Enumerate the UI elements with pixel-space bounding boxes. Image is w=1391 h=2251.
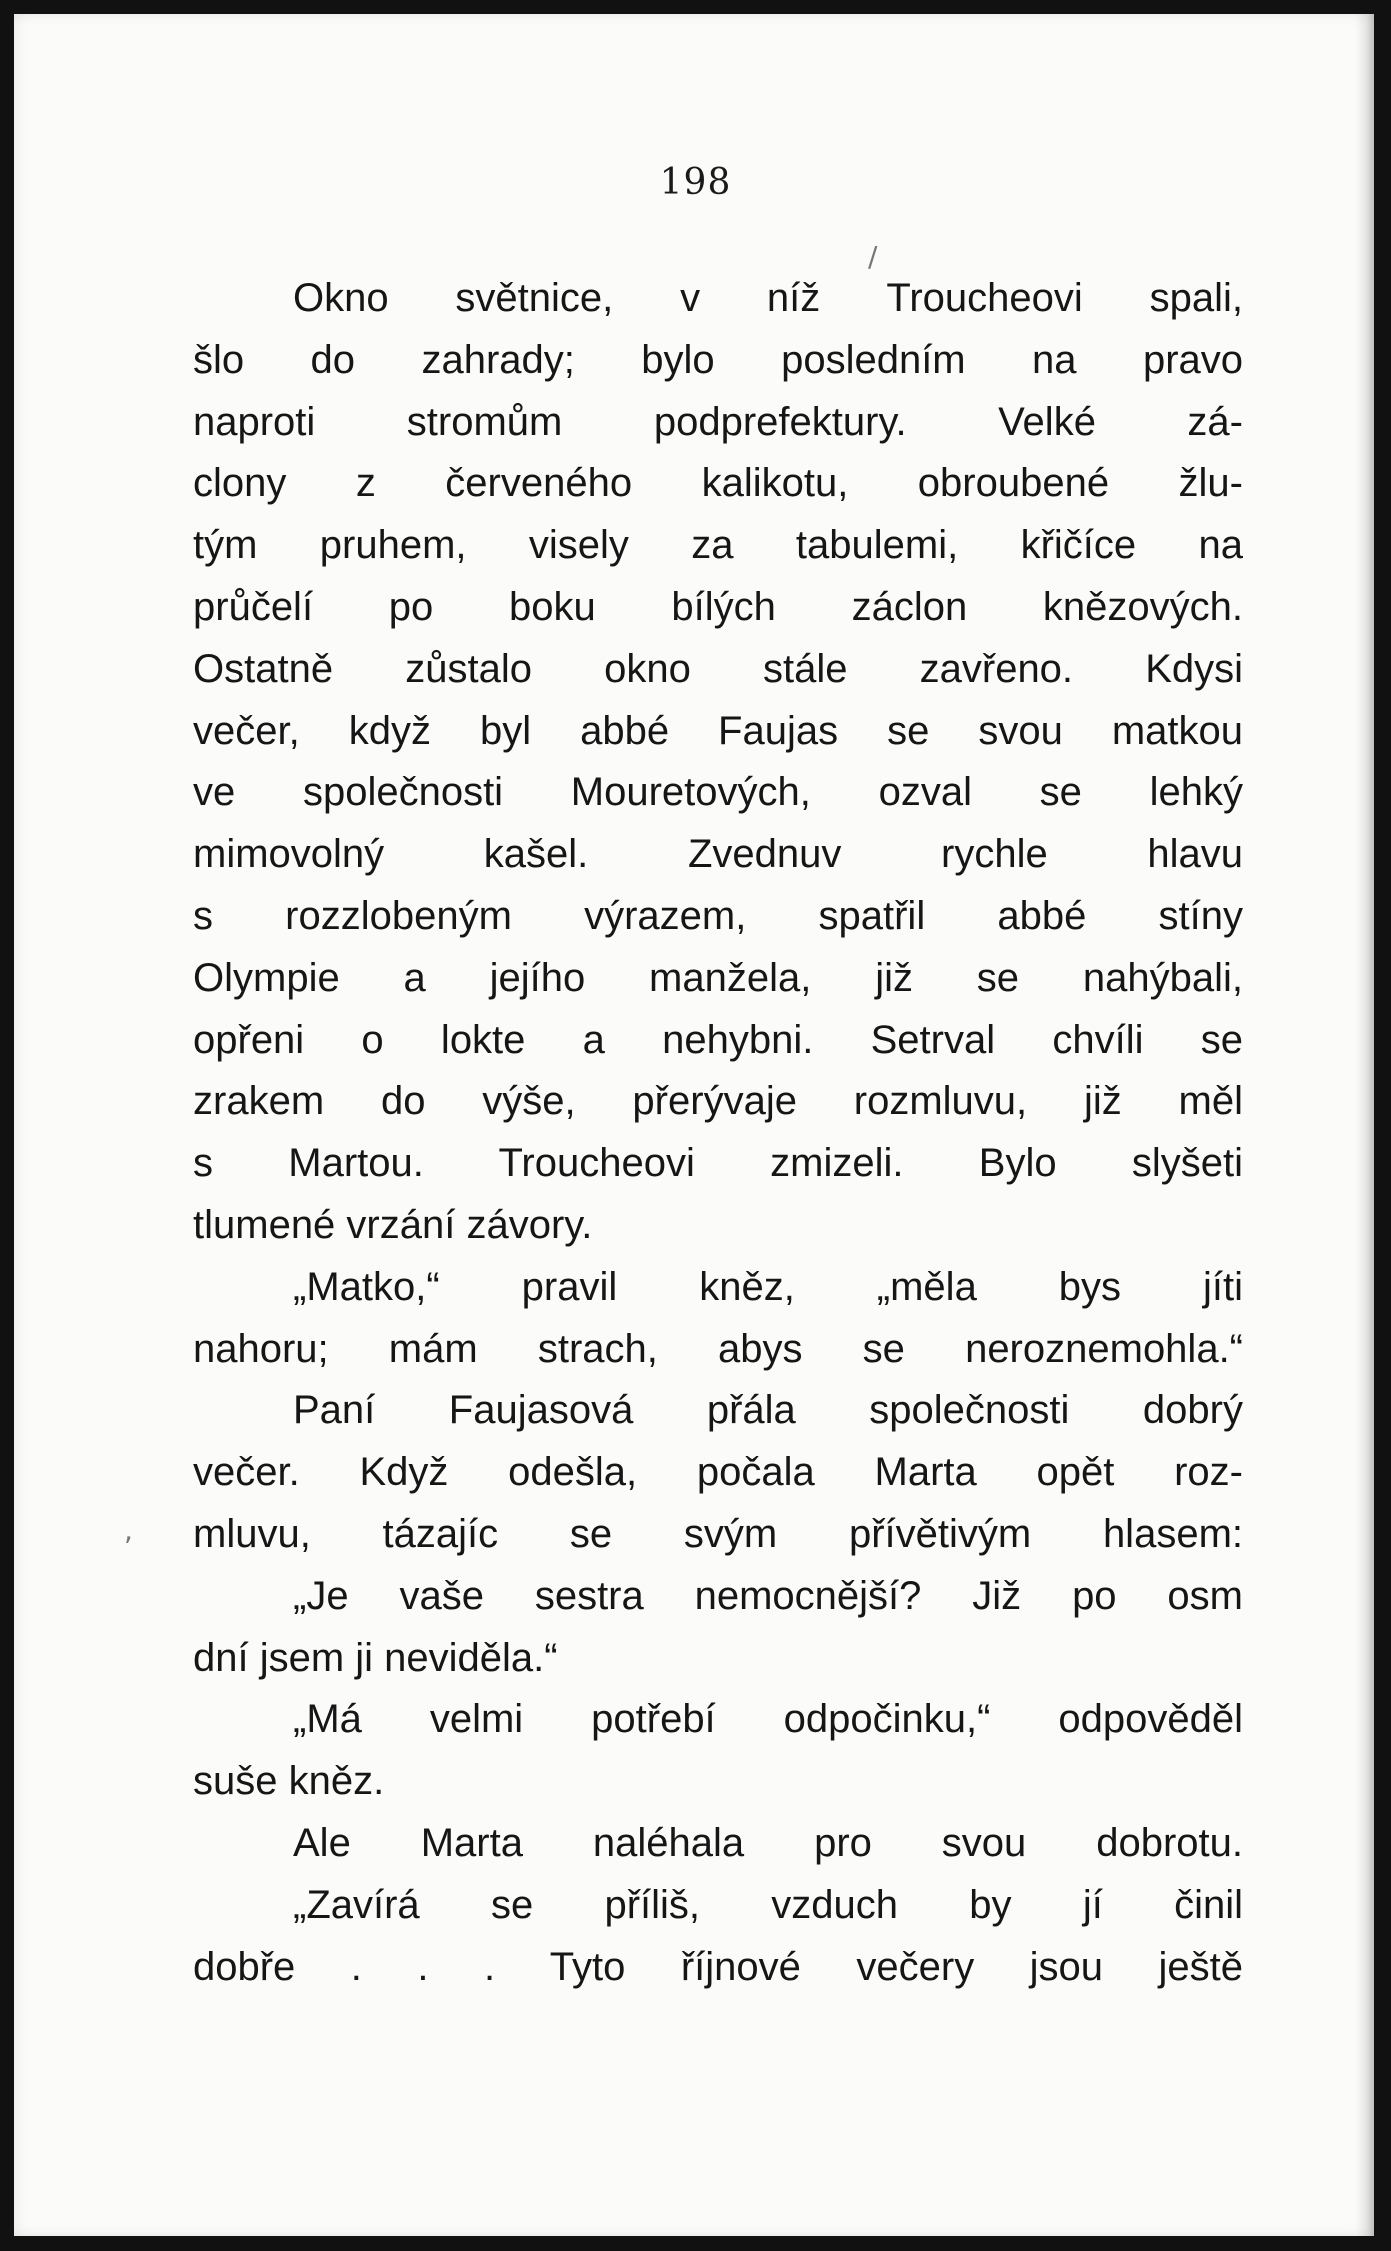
scan-speck: ,	[124, 1514, 133, 1547]
text-line: Okno světnice, v níž Troucheovi spali,	[293, 276, 1243, 320]
text-line: mimovolný kašel. Zvednuv rychle hlavu	[193, 832, 1243, 877]
page-spine-shadow	[1356, 14, 1374, 2236]
page-number: 198	[659, 162, 732, 203]
text-line: ve společnosti Mouretových, ozval se lehký	[193, 770, 1243, 815]
text-line: šlo do zahrady; bylo posledním na pravo	[193, 337, 1243, 382]
text-line: dní jsem ji neviděla.“	[193, 1635, 558, 1680]
text-line: naproti stromům podprefektury. Velké zá-	[193, 399, 1243, 444]
text-line: s Martou. Troucheovi zmizeli. Bylo slyšeti	[193, 1141, 1243, 1186]
text-line: večer, když byl abbé Faujas se svou matkou	[193, 708, 1243, 753]
text-line: dobře . . . Tyto říjnové večery jsou ještě	[193, 1944, 1243, 1989]
text-line: suše kněz.	[193, 1759, 385, 1804]
text-line: nahoru; mám strach, abys se neroznemohla.“	[193, 1326, 1243, 1371]
text-line: tlumené vrzání závory.	[193, 1202, 593, 1247]
text-line: s rozzlobeným výrazem, spatřil abbé stíny	[193, 893, 1243, 938]
text-line: „Je vaše sestra nemocnější? Již po osm	[293, 1573, 1243, 1618]
body-text	[193, 268, 1243, 1998]
text-line: „Má velmi potřebí odpočinku,“ odpověděl	[293, 1697, 1243, 1742]
text-line: Olympie a jejího manžela, již se nahýbali,	[193, 955, 1243, 1000]
text-line: večer. Když odešla, počala Marta opět roz-	[193, 1450, 1243, 1495]
scan-speck: /	[868, 240, 878, 273]
text-line: mluvu, tázajíc se svým přívětivým hlasem:	[193, 1511, 1243, 1556]
text-line: Ostatně zůstalo okno stále zavřeno. Kdysi	[193, 646, 1243, 691]
text-line: clony z červeného kalikotu, obroubené žlu-	[193, 461, 1243, 506]
text-line: opřeni o lokte a nehybni. Setrval chvíli se	[193, 1017, 1243, 1062]
text-line: zrakem do výše, přerývaje rozmluvu, již měl	[193, 1079, 1243, 1124]
text-line: „Matko,“ pravil kněz, „měla bys jíti	[293, 1264, 1243, 1309]
text-line: průčelí po boku bílých záclon knězových.	[193, 584, 1243, 629]
text-line: „Zavírá se příliš, vzduch by jí činil	[293, 1882, 1243, 1927]
text-line: Paní Faujasová přála společnosti dobrý	[293, 1388, 1243, 1433]
text-line: Ale Marta naléhala pro svou dobrotu.	[293, 1820, 1243, 1865]
text-line: tým pruhem, visely za tabulemi, křičíce na	[193, 523, 1243, 568]
